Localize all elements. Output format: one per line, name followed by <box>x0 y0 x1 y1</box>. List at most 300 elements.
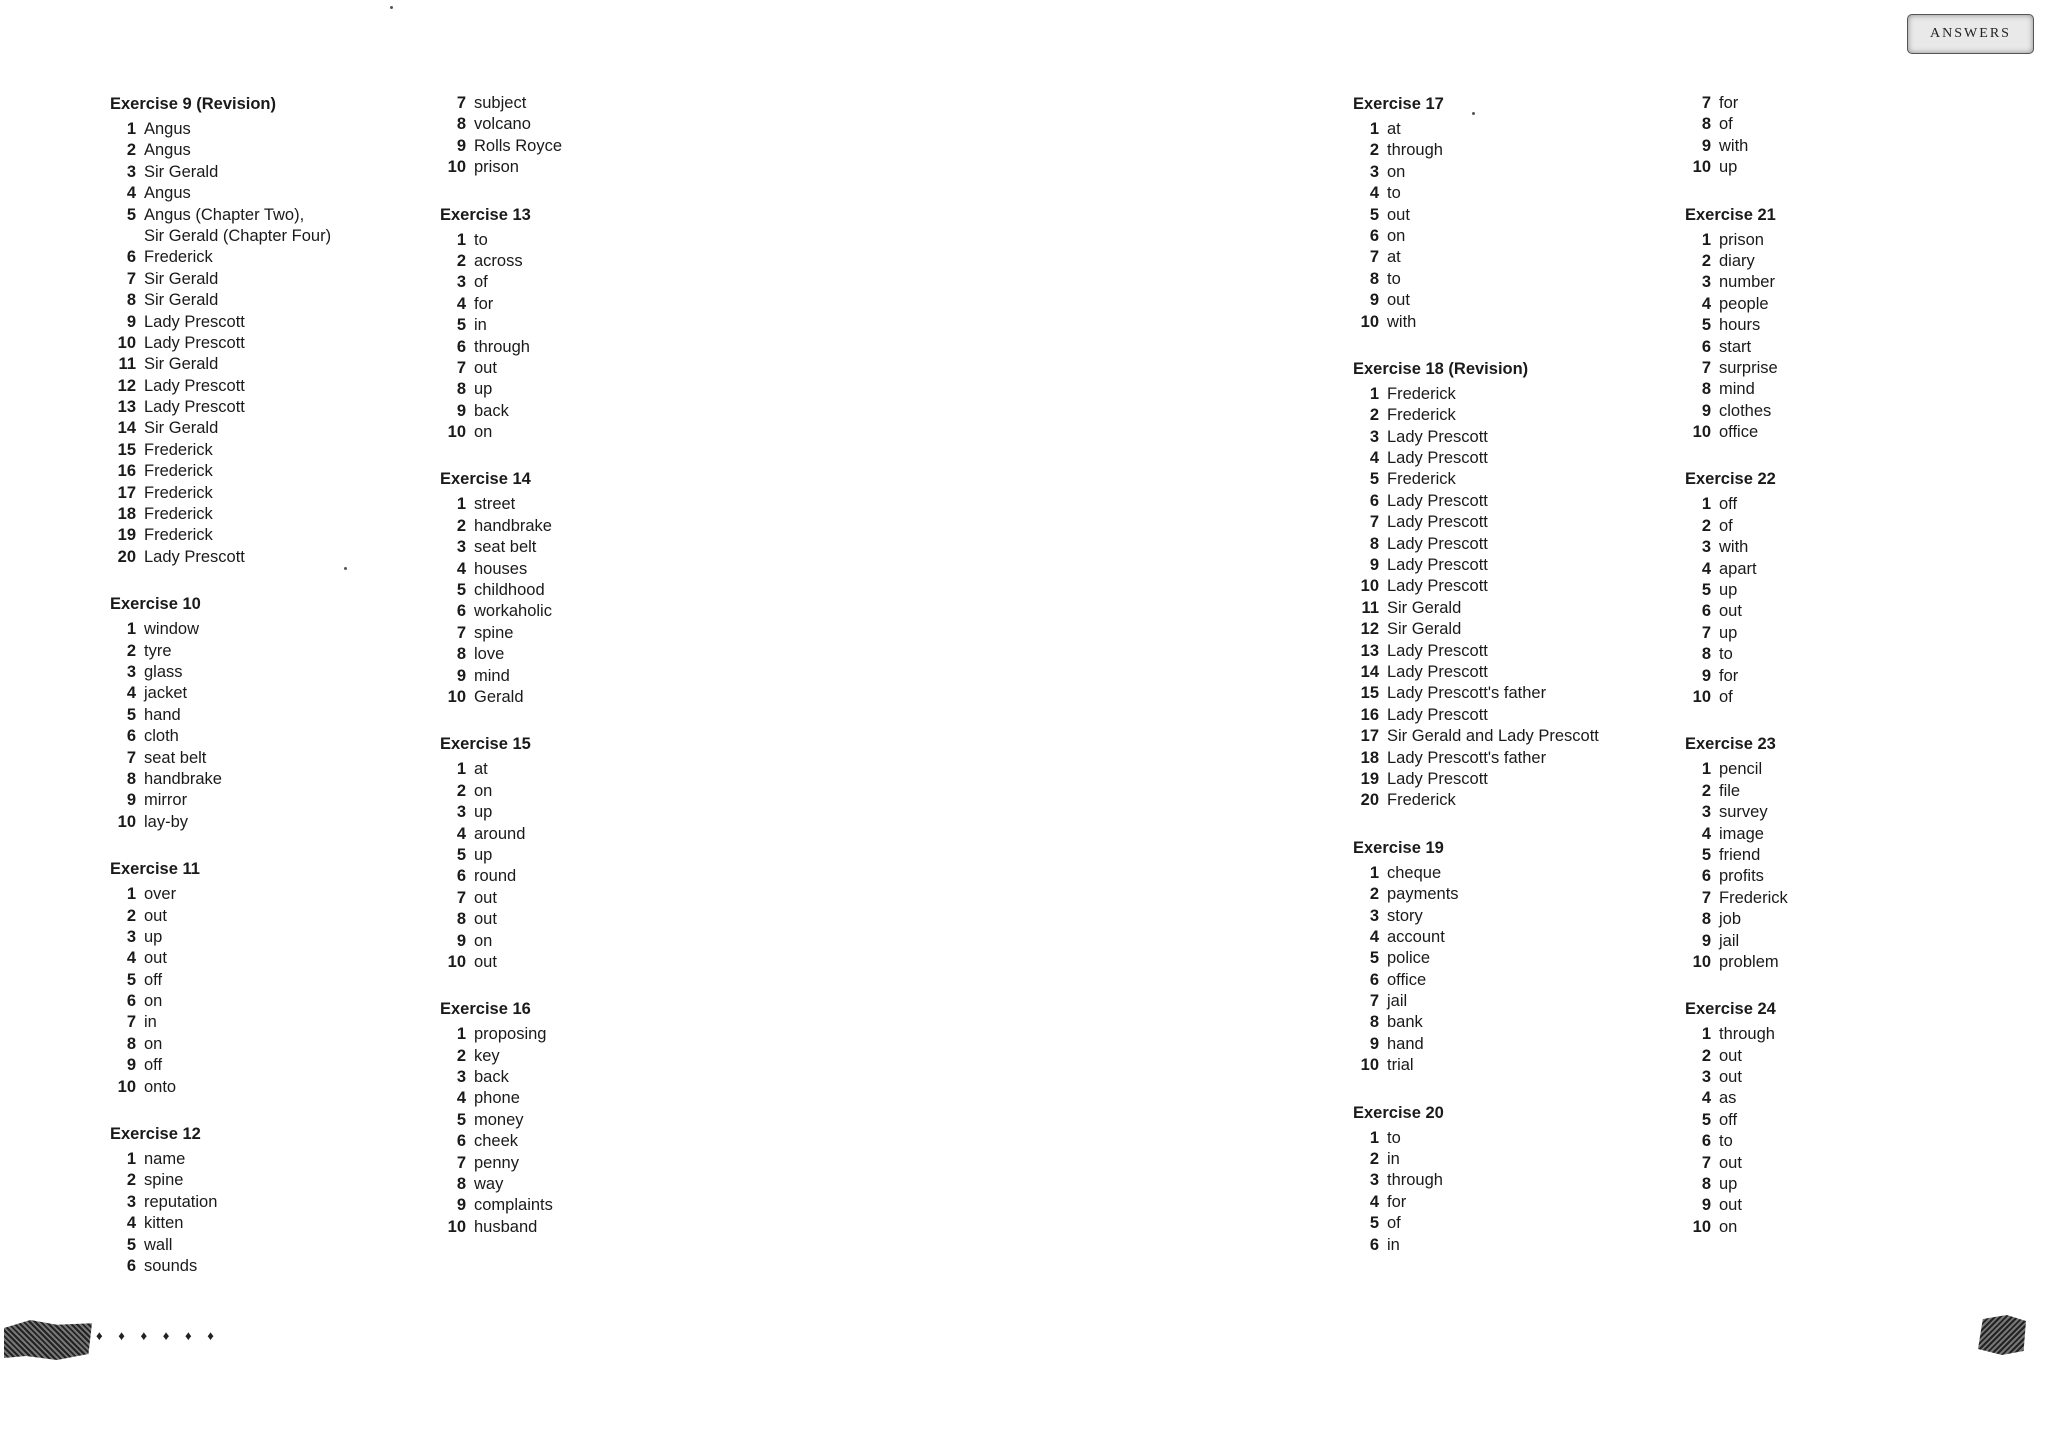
answers-column-4 <box>1685 93 1985 1263</box>
answer-number: 6 <box>456 1132 466 1151</box>
answer-line <box>110 1055 410 1076</box>
answer-number: 2 <box>1701 516 1711 535</box>
exercise-block <box>440 998 740 1238</box>
corner-ornament-left-icon <box>4 1320 92 1360</box>
answer-number: 5 <box>1369 205 1379 224</box>
answers-column-3 <box>1353 93 1653 1281</box>
answer-line <box>440 931 740 952</box>
paper-speck <box>390 6 393 9</box>
answer-text: Lady Prescott <box>144 312 245 331</box>
answer-line <box>1685 802 1985 823</box>
answer-line <box>110 906 410 927</box>
answer-text: jail <box>1719 931 1740 950</box>
answer-text: Frederick <box>144 505 213 524</box>
answer-number: 2 <box>1369 406 1379 425</box>
answer-line <box>1353 790 1653 811</box>
exercise-title: Exercise 9 (Revision) <box>110 95 276 113</box>
answer-number: 3 <box>126 662 136 681</box>
answer-number: 8 <box>1701 380 1711 399</box>
answer-line <box>1353 205 1653 226</box>
answer-line <box>1685 1131 1985 1152</box>
answer-number: 6 <box>1369 226 1379 245</box>
answer-line <box>440 1131 740 1152</box>
answer-text: out <box>1719 1153 1742 1172</box>
exercise-title: Exercise 15 <box>440 735 531 754</box>
answer-line <box>110 333 410 354</box>
answer-text: name <box>144 1150 186 1169</box>
answer-line <box>110 948 410 969</box>
answer-line <box>110 461 410 482</box>
answer-line <box>440 866 740 887</box>
exercise-block <box>440 733 740 973</box>
answer-text: of <box>1387 1214 1401 1233</box>
answer-line <box>1685 157 1985 178</box>
answer-line <box>1685 230 1985 251</box>
answer-text: houses <box>474 559 528 578</box>
answer-number: 9 <box>456 666 466 685</box>
answer-line <box>1353 469 1653 490</box>
answer-text: to <box>474 230 488 249</box>
answer-line <box>1685 494 1985 515</box>
answer-number: 5 <box>1369 949 1379 968</box>
answer-number: 8 <box>126 769 136 788</box>
answer-text: complaints <box>474 1196 553 1215</box>
answer-text: jail <box>1387 992 1408 1011</box>
answer-number: 9 <box>1369 556 1379 575</box>
exercise-block <box>110 593 410 833</box>
answer-number: 1 <box>126 620 136 639</box>
answer-text: volcano <box>474 115 531 134</box>
answer-line <box>110 525 410 546</box>
answer-number: 10 <box>1360 577 1379 596</box>
answer-number: 10 <box>117 1077 136 1096</box>
answer-number: 1 <box>456 230 466 249</box>
answer-line <box>440 1174 740 1195</box>
exercise-block <box>440 93 740 179</box>
answer-number: 4 <box>456 559 466 578</box>
answer-number: 2 <box>1701 781 1711 800</box>
answer-text: Lady Prescott's father <box>1387 684 1547 703</box>
paper-speck <box>1472 112 1475 115</box>
answer-line <box>1685 251 1985 272</box>
answer-line <box>110 1213 410 1234</box>
answer-text: Frederick <box>1719 888 1788 907</box>
answer-line <box>1685 1174 1985 1195</box>
answer-text: Gerald <box>474 687 524 706</box>
answer-number: 8 <box>456 115 466 134</box>
answer-text: on <box>474 931 493 950</box>
answer-number: 3 <box>1701 273 1711 292</box>
answer-text: Lady Prescott <box>1387 577 1488 596</box>
answer-number: 4 <box>126 1214 136 1233</box>
answer-line <box>110 205 410 226</box>
answer-text: seat belt <box>144 748 207 767</box>
answer-text: hand <box>1387 1034 1424 1053</box>
answer-text: Sir Gerald (Chapter Four) <box>144 226 332 245</box>
answer-number: 5 <box>1369 1214 1379 1233</box>
answer-line <box>1353 226 1653 247</box>
exercise-block <box>110 1123 410 1277</box>
answer-line <box>1353 1128 1653 1149</box>
answer-line <box>1685 422 1985 443</box>
answer-line <box>1353 1034 1653 1055</box>
exercise-block <box>1353 93 1653 333</box>
answer-number: 3 <box>1701 803 1711 822</box>
answer-number: 3 <box>1369 1171 1379 1190</box>
answer-text: Lady Prescott <box>1387 662 1488 681</box>
answer-line <box>440 687 740 708</box>
exercise-title: Exercise 23 <box>1685 735 1776 754</box>
answer-number: 9 <box>1701 1196 1711 1215</box>
answer-text: handbrake <box>144 769 222 788</box>
answer-line <box>110 483 410 504</box>
answer-number: 19 <box>1360 769 1379 788</box>
answer-number: 5 <box>126 1235 136 1254</box>
exercise-title: Exercise 19 <box>1353 838 1444 857</box>
answer-number: 10 <box>447 687 466 706</box>
answer-number: 8 <box>1701 910 1711 929</box>
answer-line <box>1353 247 1653 268</box>
answer-number: 16 <box>117 462 136 481</box>
answer-number: 1 <box>1369 863 1379 882</box>
answer-number: 10 <box>447 158 466 177</box>
answer-line <box>110 226 410 247</box>
answer-line <box>110 1256 410 1277</box>
answer-text: Sir Gerald <box>144 291 219 310</box>
answer-line <box>1353 576 1653 597</box>
answer-number: 1 <box>1701 495 1711 514</box>
answer-text: cheque <box>1387 863 1442 882</box>
answer-text: out <box>1387 291 1410 310</box>
answer-number: 5 <box>456 1110 466 1129</box>
answer-number: 1 <box>126 120 136 138</box>
answer-text: through <box>474 337 530 356</box>
answer-line <box>440 781 740 802</box>
answer-number: 2 <box>1701 1046 1711 1065</box>
exercise-title: Exercise 17 <box>1353 95 1444 113</box>
answer-number: 10 <box>1692 423 1711 442</box>
answer-number: 9 <box>1701 136 1711 155</box>
answer-line <box>440 401 740 422</box>
answer-number: 4 <box>1701 294 1711 313</box>
exercise-title: Exercise 16 <box>440 1000 531 1019</box>
answer-text: round <box>474 867 517 886</box>
answer-number: 6 <box>126 992 136 1011</box>
answer-number: 4 <box>456 294 466 313</box>
answer-number: 8 <box>456 1175 466 1194</box>
answer-text: subject <box>474 94 527 112</box>
exercise-title: Exercise 20 <box>1353 1103 1444 1122</box>
answer-number: 9 <box>1701 931 1711 950</box>
answer-text: back <box>474 401 509 420</box>
answer-text: with <box>1387 312 1417 331</box>
answer-line <box>110 1149 410 1170</box>
answer-line <box>110 1170 410 1191</box>
answer-line <box>110 354 410 375</box>
answer-text: file <box>1719 781 1741 800</box>
answer-line <box>1685 845 1985 866</box>
answer-line <box>110 1012 410 1033</box>
answer-number: 11 <box>1361 598 1379 617</box>
answer-line <box>110 418 410 439</box>
exercise-block <box>1685 733 1985 973</box>
answer-number: 1 <box>1369 384 1379 403</box>
answer-line <box>110 140 410 161</box>
exercise-title: Exercise 14 <box>440 470 531 489</box>
answer-text: off <box>144 970 163 989</box>
answer-number: 6 <box>1701 337 1711 356</box>
answer-line <box>1353 641 1653 662</box>
answer-line <box>1353 1012 1653 1033</box>
answer-line <box>1353 183 1653 204</box>
answer-text: hand <box>144 705 181 724</box>
answer-line <box>440 1024 740 1045</box>
answer-text: across <box>474 251 523 270</box>
answers-banner-icon <box>1907 14 2034 54</box>
answer-text: problem <box>1719 952 1779 971</box>
answer-text: through <box>1719 1025 1775 1044</box>
answer-number: 3 <box>126 162 136 181</box>
answer-text: Lady Prescott <box>144 398 245 417</box>
answer-number: 9 <box>456 136 466 155</box>
answer-line <box>110 290 410 311</box>
answer-number: 15 <box>117 440 136 459</box>
answer-line <box>110 991 410 1012</box>
answer-line <box>440 157 740 178</box>
answer-number: 8 <box>1369 1013 1379 1032</box>
answer-line <box>440 888 740 909</box>
answer-text: survey <box>1719 803 1768 822</box>
answer-line <box>1685 580 1985 601</box>
answer-text: handbrake <box>474 516 552 535</box>
answer-number: 16 <box>1360 705 1379 724</box>
answer-text: street <box>474 495 516 514</box>
answer-line <box>110 397 410 418</box>
answer-text: apart <box>1719 559 1757 578</box>
answer-number: 5 <box>456 581 466 600</box>
answer-number: 3 <box>1369 162 1379 181</box>
answer-number: 2 <box>126 1171 136 1190</box>
answer-line <box>1353 555 1653 576</box>
answer-number: 6 <box>1369 491 1379 510</box>
answer-line <box>110 1235 410 1256</box>
answer-text: surprise <box>1719 358 1778 377</box>
answer-text: up <box>1719 623 1738 642</box>
answer-line <box>1353 970 1653 991</box>
answer-text: up <box>1719 581 1738 600</box>
answer-number: 6 <box>1701 867 1711 886</box>
answer-line <box>110 927 410 948</box>
answer-number: 2 <box>126 641 136 660</box>
answer-line <box>1353 290 1653 311</box>
answer-number: 7 <box>456 358 466 377</box>
answer-number: 17 <box>1360 727 1379 746</box>
answer-line <box>1685 537 1985 558</box>
answer-line <box>440 666 740 687</box>
answer-text: Frederick <box>1387 406 1456 425</box>
answer-number: 6 <box>456 337 466 356</box>
answer-number: 10 <box>1692 952 1711 971</box>
answer-number: 4 <box>1369 1192 1379 1211</box>
exercise-title: Exercise 18 (Revision) <box>1353 359 1529 378</box>
answer-text: over <box>144 885 177 904</box>
answer-text: Sir Gerald <box>144 355 219 374</box>
answer-number: 9 <box>1369 291 1379 310</box>
answer-number: 5 <box>1701 316 1711 335</box>
answer-line <box>1353 512 1653 533</box>
exercise-block <box>1685 468 1985 708</box>
answer-text: image <box>1719 824 1764 843</box>
answer-line <box>1353 1149 1653 1170</box>
answer-line <box>1353 619 1653 640</box>
answer-line <box>1685 379 1985 400</box>
answer-text: Frederick <box>144 248 213 267</box>
answer-number: 13 <box>1360 641 1379 660</box>
answer-line <box>440 294 740 315</box>
answer-number: 1 <box>456 495 466 514</box>
answer-text: Frederick <box>1387 384 1456 403</box>
answer-line <box>1353 1192 1653 1213</box>
answer-number: 8 <box>1369 534 1379 553</box>
answer-line <box>440 230 740 251</box>
answer-text: Angus <box>144 120 191 138</box>
exercise-title: Exercise 11 <box>110 860 200 879</box>
answer-number: 19 <box>117 526 136 545</box>
answer-text: off <box>144 1056 163 1075</box>
exercise-block <box>1685 93 1985 179</box>
answer-line <box>1685 759 1985 780</box>
answer-line <box>1353 448 1653 469</box>
answer-line <box>110 970 410 991</box>
answer-line <box>1685 1024 1985 1045</box>
answer-number: 7 <box>1369 248 1379 267</box>
exercise-block <box>110 93 410 568</box>
answer-text: police <box>1387 949 1431 968</box>
answer-text: tyre <box>144 641 172 660</box>
answer-line <box>1685 888 1985 909</box>
answer-text: hours <box>1719 316 1761 335</box>
answer-number: 9 <box>456 1196 466 1215</box>
answer-number: 13 <box>117 398 136 417</box>
answer-number: 3 <box>456 273 466 292</box>
answer-line <box>110 119 410 140</box>
answer-line <box>1353 948 1653 969</box>
answer-number: 4 <box>456 824 466 843</box>
answer-number: 6 <box>456 867 466 886</box>
answer-number: 2 <box>456 516 466 535</box>
answer-number: 7 <box>1701 623 1711 642</box>
answer-number: 10 <box>1360 1056 1379 1075</box>
exercise-title: Exercise 21 <box>1685 205 1776 224</box>
answer-number: 3 <box>126 927 136 946</box>
answer-number: 3 <box>456 538 466 557</box>
answer-text: to <box>1719 1132 1733 1151</box>
answer-line <box>440 251 740 272</box>
answer-number: 5 <box>456 845 466 864</box>
answer-number: 5 <box>1701 845 1711 864</box>
answer-number: 1 <box>456 760 466 779</box>
exercise-title: Exercise 12 <box>110 1125 201 1144</box>
answer-line <box>440 1110 740 1131</box>
answer-number: 7 <box>126 269 136 288</box>
answer-text: out <box>144 906 167 925</box>
answer-text: out <box>1719 1068 1742 1087</box>
answer-line <box>1685 687 1985 708</box>
answer-text: on <box>1719 1217 1738 1236</box>
answer-line <box>110 1077 410 1098</box>
answer-number: 8 <box>1701 645 1711 664</box>
answer-text: onto <box>144 1077 177 1096</box>
answer-text: on <box>144 992 163 1011</box>
answer-text: penny <box>474 1153 519 1172</box>
answer-text: spine <box>144 1171 184 1190</box>
answer-number: 9 <box>1701 666 1711 685</box>
answer-line <box>110 884 410 905</box>
answer-line <box>1353 1235 1653 1256</box>
answer-line <box>110 683 410 704</box>
answer-number: 5 <box>1701 581 1711 600</box>
answer-line <box>1353 1055 1653 1076</box>
answer-text: payments <box>1387 885 1459 904</box>
answer-text: for <box>1387 1192 1407 1211</box>
answer-line <box>1685 1110 1985 1131</box>
answer-line <box>440 1195 740 1216</box>
answer-number: 14 <box>1360 662 1379 681</box>
answer-number: 6 <box>456 602 466 621</box>
answer-number: 10 <box>1692 687 1711 706</box>
answer-line <box>1353 119 1653 140</box>
answer-text: in <box>1387 1235 1400 1254</box>
answer-number: 2 <box>1369 1150 1379 1169</box>
answer-line <box>1353 769 1653 790</box>
answer-text: Angus (Chapter Two), <box>144 205 305 224</box>
answer-text: of <box>1719 115 1733 134</box>
answer-line <box>440 337 740 358</box>
answer-text: out <box>144 949 167 968</box>
answer-text: money <box>474 1110 524 1129</box>
answer-number: 1 <box>456 1025 466 1044</box>
answer-text: around <box>474 824 526 843</box>
exercise-block <box>1685 998 1985 1238</box>
answer-text: love <box>474 645 505 664</box>
answer-text: out <box>474 910 497 929</box>
answer-line <box>110 504 410 525</box>
answer-number: 6 <box>126 1256 136 1275</box>
answer-text: on <box>1387 226 1406 245</box>
answer-line <box>1685 644 1985 665</box>
exercise-title: Exercise 10 <box>110 595 201 614</box>
answer-number: 1 <box>1701 230 1711 249</box>
answer-line <box>1685 781 1985 802</box>
answer-line <box>440 136 740 157</box>
answer-text: Lady Prescott <box>144 376 245 395</box>
answer-text: Sir Gerald <box>1387 598 1462 617</box>
answer-number: 7 <box>456 623 466 642</box>
answer-text: kitten <box>144 1214 184 1233</box>
answer-line <box>110 376 410 397</box>
answer-text: of <box>474 273 488 292</box>
answer-text: number <box>1719 273 1775 292</box>
answer-line <box>1353 1170 1653 1191</box>
answer-text: Frederick <box>144 440 213 459</box>
answer-text: of <box>1719 687 1733 706</box>
answer-text: in <box>474 316 487 335</box>
answer-line <box>440 516 740 537</box>
answer-line <box>1685 358 1985 379</box>
answer-number: 5 <box>126 970 136 989</box>
answer-number: 4 <box>456 1089 466 1108</box>
answer-number: 8 <box>126 1034 136 1053</box>
